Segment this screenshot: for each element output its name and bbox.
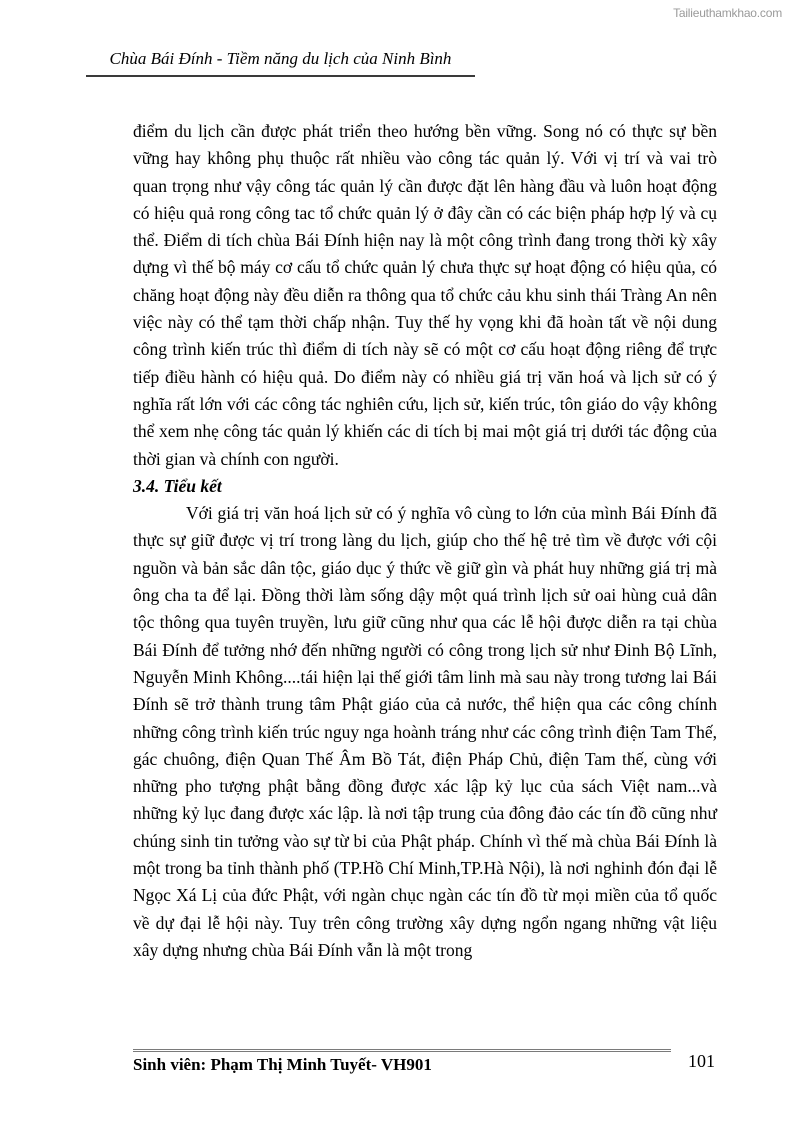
section-heading: 3.4. Tiểu kết xyxy=(133,475,222,496)
page-body xyxy=(133,118,717,964)
body-paragraph: điểm du lịch cần được phát triển theo hướng bền vững. Song nó có thực sự bền vững hay không phụ thuộc rất nhiều vào công tác quản lý. Với vị trí và vai trò quan trọng như vậy công tác quản lý cần được đặt lên hàng đầu và luôn hoạt động có hiệu quả rong công tac tổ chức quản lý ở đây cần có các biện pháp hợp lý và cụ thể. Điểm di tích chùa Bái Đính hiện nay là một công trình đang trong thời kỳ xây dựng vì thế bộ máy cơ cấu tổ chức quản lý chưa thực sự hoạt động có hiệu qủa, có chăng hoạt động này đều diễn ra thông qua tổ chức cảu khu sinh thái Tràng An nên việc này có thể tạm thời chấp nhận. Tuy thế hy vọng khi đã hoàn tất về nội dung công trình kiến trúc thì điểm di tích này sẽ có một cơ cấu hoạt động riêng để trực tiếp điều hành có hiệu quả. Do điểm này có nhiều giá trị văn hoá và lịch sử có ý nghĩa rất lớn với các công tác nghiên cứu, lịch sử, kiến trúc, tôn giáo do vậy không thể xem nhẹ công tác quản lý khiến các di tích bị mai một giá trị dưới tác động của thời gian và chính con người. xyxy=(133,121,717,469)
header-divider xyxy=(86,75,475,77)
footer-divider xyxy=(133,1049,671,1052)
footer-author: Sinh viên: Phạm Thị Minh Tuyết- VH901 xyxy=(133,1055,432,1074)
running-header-title: Chùa Bái Đính - Tiềm năng du lịch của Ninh Bình xyxy=(109,49,452,68)
body-paragraph: Với giá trị văn hoá lịch sử có ý nghĩa vô cùng to lớn của mình Bái Đính đã thực sự giữ được vị trí trong làng du lịch, giúp cho thế hệ trẻ tìm về được với cội nguồn và bản sắc dân tộc, giáo dục ý thức về giữ gìn và phát huy những giá trị mà ông cha ta để lại. Đồng thời làm sống dậy một quá trình lịch sử oai hùng cuả dân tộc thông qua tuyên truyền, lưu giữ cũng như qua các lễ hội được diễn ra tại chùa Bái Đính để tưởng nhớ đến những người có công trong lịch sử như Đinh Bộ Lĩnh, Nguyễn Minh Không....tái hiện lại thế giới tâm linh mà sau này trong tương lai Bái Đính sẽ trở thành trung tâm Phật giáo của cả nước, thể hiện qua các công chính những công trình kiến trúc nguy nga hoành tráng như các công trình điện Tam Thế, gác chuông, điện Quan Thế Âm Bồ Tát, điện Pháp Chủ, điện Tam thế, cùng với những pho tượng phật bằng đồng được xác lập kỷ lục của sách Việt nam...và những kỷ lục đang được xác lập. là nơi tập trung của đông đảo các tín đồ cũng như chúng sinh tin tưởng vào sự từ bi của Phật pháp. Chính vì thế mà chùa Bái Đính là một trong ba tỉnh thành phố (TP.Hồ Chí Minh,TP.Hà Nội), là nơi nghinh đón đại lễ Ngọc Xá Lị của đức Phật, với ngàn chục ngàn các tín đồ từ mọi miền của tổ quốc về dự đại lễ hội này. Tuy trên công trường xây dựng ngổn ngang những vật liệu xây dựng nhưng chùa Bái Đính vẫn là một trong xyxy=(133,503,717,960)
watermark: Tailieuthamkhao.com xyxy=(673,6,782,20)
page-number: 101 xyxy=(688,1051,715,1071)
